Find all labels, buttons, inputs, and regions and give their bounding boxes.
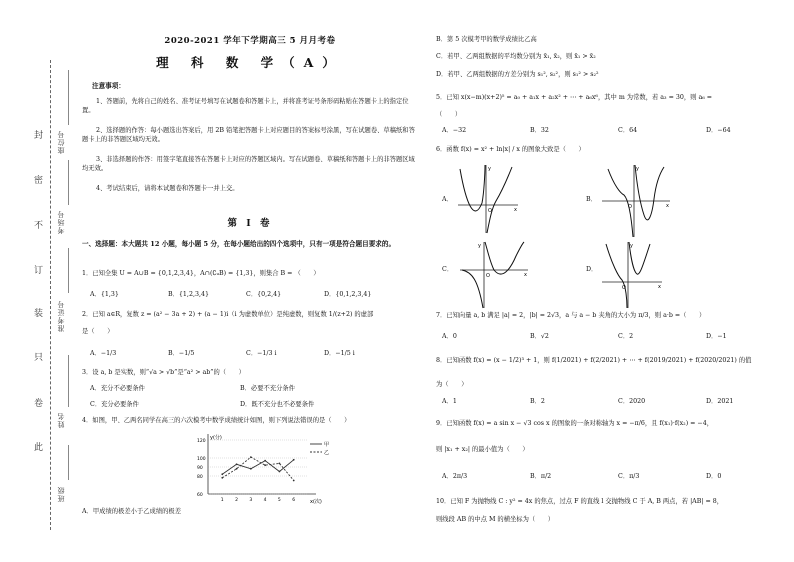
section-heading: 一、选择题：本大题共 12 小题，每小题 5 分，在每小题给出的四个选项中，只有一项是符合题目要求的。 [82, 240, 396, 248]
question-9-stem-cont: 则 |x₁ + x₂| 的最小值为（ ） [436, 446, 529, 453]
notice-item: 3、非选择题的作答：用签字笔直接答在答题卡上对应的答题区域内。写在试题卷、草稿纸和答题卡上的非答题区域均无效。 [82, 156, 415, 172]
seal-char: 不 [34, 221, 44, 231]
option: D．2021 [706, 398, 734, 405]
question-4-stem: 4．如图，甲、乙两名同学在高三的六次模考中数学成绩统计如图，则下列说法错误的是（ ） [82, 417, 351, 424]
svg-text:x: x [524, 272, 527, 278]
option: D．−1/5 i [324, 350, 355, 357]
question-10-stem-cont: 则线段 AB 的中点 M 的横坐标为（ ） [436, 516, 555, 523]
notice-heading: 注意事项： [92, 82, 125, 90]
question-4-option-a: A．甲成绩的极差小于乙成绩的极差 [82, 508, 182, 515]
data-point [221, 477, 223, 479]
option: A．1 [442, 398, 457, 405]
graph-option-d [600, 240, 664, 310]
question-7-options [442, 333, 776, 342]
graph-label: B． [586, 196, 597, 203]
option: D．{0,1,2,3,4} [324, 291, 372, 298]
binding-strip [0, 0, 82, 562]
option: A．2π/3 [442, 473, 468, 480]
exam-title: 2020-2021 学年下学期高三 5 月月考卷 [164, 36, 336, 46]
question-3-options-row2 [90, 401, 390, 410]
data-point [250, 456, 252, 458]
question-3-options-row1 [90, 385, 390, 394]
option: D．−64 [706, 127, 731, 134]
x-tick-label: 3 [249, 498, 253, 503]
legend-label: 甲 [324, 441, 330, 448]
x-tick-label: 1 [220, 498, 224, 503]
question-5-stem: 5．已知 x(x−m)(x+2)⁵ = a₀ + a₁x + a₂x² + ⋯ + a₆x⁶，其中 m 为常数，若 a₃ = 30，则 a₆ = [436, 94, 713, 101]
seal-char: 此 [34, 443, 44, 453]
data-point [236, 468, 238, 470]
option: D．0 [706, 473, 722, 480]
volume-heading: 第 I 卷 [227, 218, 273, 229]
graph-label: C． [442, 266, 454, 273]
svg-text:x: x [514, 207, 517, 213]
question-8-options [442, 398, 776, 407]
notice-item: 2、选择题的作答：每小题选出答案后，用 2B 铅笔把答题卡上对应题目的答案标号涂黑，写在试题卷、草稿纸和答题卡上的非答题区域均无效。 [82, 127, 415, 143]
svg-text:y: y [478, 243, 481, 249]
option: D．−1 [706, 333, 727, 340]
data-point [264, 460, 266, 462]
y-tick-label: 100 [197, 456, 206, 462]
svg-text:y: y [636, 166, 639, 172]
question-2-options [90, 350, 402, 359]
subject-title: 理 科 数 学（A） [156, 55, 344, 70]
option: C．{0,2,4} [246, 291, 282, 298]
x-tick-label: 6 [292, 498, 296, 503]
x-tick-label: 5 [277, 498, 281, 503]
svg-text:O: O [486, 273, 490, 279]
option: C．−1/3 i [246, 350, 277, 357]
data-point [279, 463, 281, 465]
option: A．充分不必要条件 [90, 385, 145, 392]
y-tick-label: 90 [197, 465, 203, 471]
option: B．{1,2,3,4} [168, 291, 209, 298]
graph-label: A． [442, 196, 453, 203]
option: B．32 [530, 127, 549, 134]
seal-dashed-line [50, 60, 51, 530]
question-2-stem: 2．已知 a∈R，复数 z = (a² − 3a + 2) + (a − 1)i（i 为虚数单位）是纯虚数，则复数 1/(z+2) 的虚部 [82, 311, 374, 318]
y-tick-label: 60 [197, 492, 203, 498]
option: C．64 [618, 127, 638, 134]
data-point [250, 468, 252, 470]
question-1-options [90, 291, 402, 300]
field-class: 班级 [57, 486, 65, 502]
option: B．必要不充分条件 [240, 385, 296, 392]
field-name: 姓名 [57, 412, 65, 428]
seal-char: 封 [34, 131, 44, 141]
option: B．−1/5 [168, 350, 195, 357]
question-5-options [442, 127, 776, 136]
data-point [293, 459, 295, 461]
field-admission-number: 准考证号 [57, 300, 65, 332]
seal-char: 只 [34, 353, 44, 363]
x-tick-label: 2 [235, 498, 238, 503]
svg-text:y: y [630, 243, 633, 249]
x-tick-label: 4 [263, 498, 267, 503]
option: C．2 [618, 333, 634, 340]
question-10-stem: 10．已知 F 为抛物线 C : y² = 4x 的焦点，过点 F 的直线 l 交抛物线 C 于 A, B 两点，若 |AB| = 8， [436, 498, 724, 505]
field-exam-room: 考场号 [57, 210, 65, 234]
right-column [436, 0, 786, 562]
left-column [82, 0, 418, 562]
svg-text:y: y [488, 166, 491, 172]
notice-item: 4、考试结束后，请将本试题卷和答题卡一并上交。 [96, 185, 239, 192]
data-point [221, 473, 223, 475]
field-line [68, 160, 69, 205]
option: B．π/2 [530, 473, 552, 480]
graph-option-a [456, 163, 520, 235]
svg-text:O: O [488, 208, 492, 214]
y-tick-label: 120 [197, 438, 206, 444]
seal-char: 密 [34, 176, 44, 186]
option: B．√2 [530, 333, 549, 340]
question-6-stem: 6．函数 f(x) = x² + ln|x| / x 的图象大致是（ ） [436, 146, 585, 153]
data-point [264, 464, 266, 466]
question-9-options [442, 473, 776, 482]
field-seat-number: 座位号 [57, 130, 65, 154]
option: C．充分必要条件 [90, 401, 139, 408]
question-4-option-c: C．若甲、乙两组数据的平均数分别为 x̄₁, x̄₂，则 x̄₁ > x̄₂ [436, 53, 596, 60]
data-point [279, 471, 281, 473]
seal-char: 订 [34, 266, 44, 276]
question-4-option-d: D．若甲、乙两组数据的方差分别为 s₁², s₂²，则 s₁² > s₂² [436, 71, 599, 78]
graph-label: D． [586, 266, 598, 273]
option: A．−32 [442, 127, 467, 134]
notice-item: 1、答题前，先将自己的姓名、准考证号填写在试题卷和答题卡上，并将准考证号条形码粘贴在答题卡上的指定位置。 [82, 98, 409, 114]
question-9-stem: 9．已知函数 f(x) = a sin x − √3 cos x 的图象的一条对称轴为 x = −π/6，且 f(x₁)·f(x₂) = −4， [436, 420, 714, 427]
question-4-option-b: B．第 5 次模考甲的数学成绩比乙高 [436, 36, 537, 43]
svg-text:O: O [628, 204, 632, 210]
field-line [68, 70, 69, 125]
y-axis-label: y(分) [210, 435, 222, 441]
y-tick-label: 80 [197, 474, 203, 480]
svg-text:O: O [622, 285, 626, 291]
question-2-stem-cont: 是（ ） [82, 328, 114, 335]
option: C．π/3 [618, 473, 640, 480]
x-axis-label: x(次) [310, 499, 322, 505]
option: A．0 [442, 333, 457, 340]
option: A．{1,3} [90, 291, 119, 298]
question-3-stem: 3．设 a, b 是实数，则“√a > √b”是“a² > ab”的（ ） [82, 369, 245, 376]
score-line-chart [186, 432, 336, 508]
option: D．既不充分也不必要条件 [240, 401, 315, 408]
svg-text:x: x [658, 284, 661, 290]
data-point [293, 480, 295, 482]
question-8-stem: 8．已知函数 f(x) = (x − 1/2)³ + 1，则 f(1/2021) + f(2/2021) + ⋯ + f(2019/2021) + f(2020/2021) 的值 [436, 357, 752, 364]
legend-label: 乙 [324, 449, 330, 456]
data-point [236, 463, 238, 465]
graph-option-b [600, 163, 672, 239]
question-7-stem: 7．已知向量 a, b 满足 |a| = 2，|b| = 2√3，a 与 a − b 夹角的大小为 π/3，则 a·b =（ ） [436, 312, 706, 319]
question-1-stem: 1．已知全集 U = A∪B = {0,1,2,3,4}，A∩(∁ᵤB) = {1,3}，则集合 B = （ ） [82, 270, 320, 277]
field-line [68, 445, 69, 480]
field-line [68, 248, 69, 293]
question-5-paren: （ ） [436, 111, 462, 118]
graph-option-c [458, 240, 530, 310]
field-line [68, 355, 69, 407]
seal-char: 卷 [34, 399, 44, 409]
question-8-stem-cont: 为（ ） [436, 381, 468, 388]
svg-text:x: x [666, 203, 669, 209]
option: A．−1/3 [90, 350, 117, 357]
option: C．2020 [618, 398, 646, 405]
option: B．2 [530, 398, 545, 405]
seal-char: 装 [34, 309, 44, 319]
